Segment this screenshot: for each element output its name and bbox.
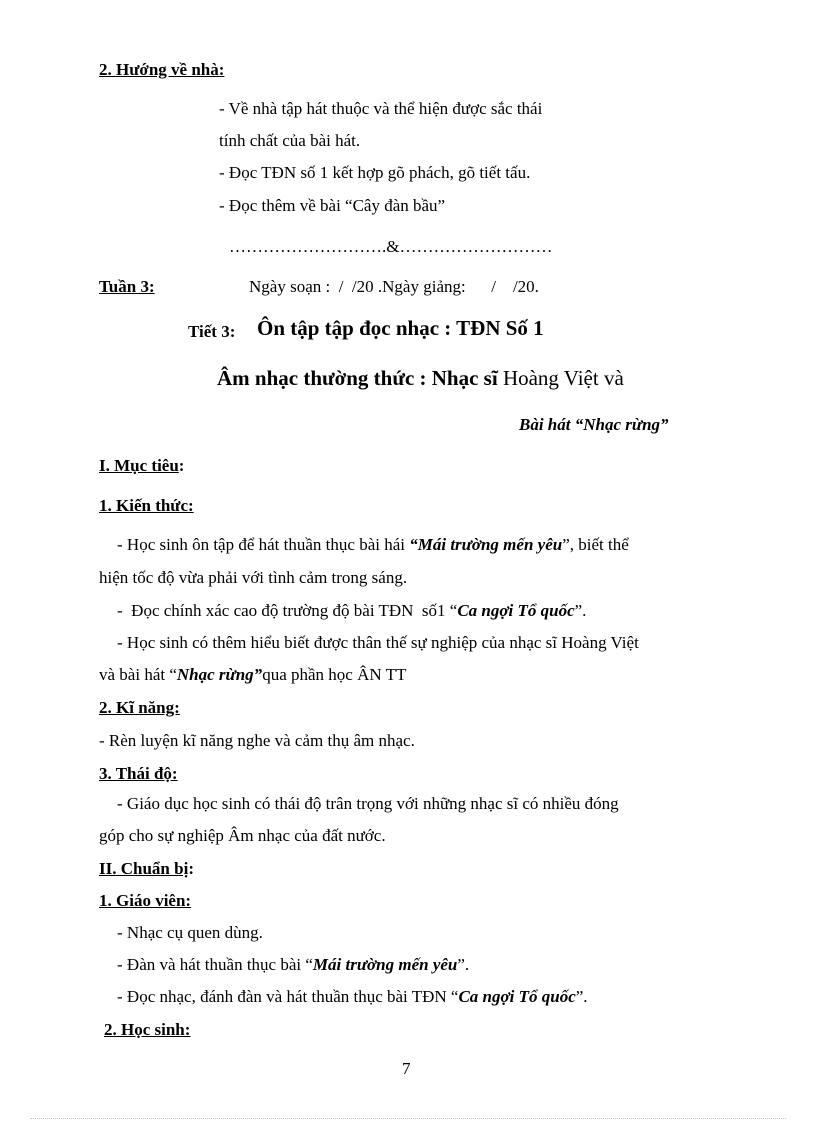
- knowledge-p2-song: Ca ngợi Tổ quốc: [457, 601, 575, 620]
- skills-para-1: - Rèn luyện kĩ năng nghe và cảm thụ âm nhạc.: [99, 731, 415, 750]
- teacher-p3-song: Ca ngợi Tổ quốc: [458, 987, 576, 1006]
- objectives-heading-colon: :: [178, 456, 185, 475]
- preparation-heading-colon: :: [188, 859, 194, 878]
- homework-heading: 2. Hướng về nhà:: [99, 60, 225, 79]
- knowledge-p1-song: “Mái trường mến yêu: [409, 535, 563, 554]
- section-separator: ……………………….&………………………: [229, 237, 553, 256]
- attitude-heading: 3. Thái độ:: [99, 764, 178, 783]
- teacher-p2-song: Mái trường mến yêu: [312, 955, 458, 974]
- teacher-p3-a: - Đọc nhạc, đánh đàn và hát thuần thục bài TĐN “: [117, 987, 459, 1006]
- attitude-para-1: - Giáo dục học sinh có thái độ trân trọng với những nhạc sĩ có nhiều đóng: [117, 794, 619, 813]
- knowledge-para-1-line-2: hiện tốc độ vừa phải với tình cảm trong sáng.: [99, 568, 408, 587]
- knowledge-para-3: - Học sinh có thêm hiểu biết được thân thế sự nghiệp của nhạc sĩ Hoàng Việt: [117, 633, 639, 652]
- knowledge-para-1: [117, 535, 629, 555]
- teacher-item-1: - Nhạc cụ quen dùng.: [117, 923, 263, 942]
- knowledge-p2-b: ”.: [574, 601, 587, 620]
- knowledge-heading: 1. Kiến thức:: [99, 496, 194, 515]
- homework-line-3: - Đọc TĐN số 1 kết hợp gõ phách, gõ tiết tấu.: [219, 163, 531, 182]
- lesson-subtitle: Bài hát “Nhạc rừng”: [519, 415, 669, 434]
- preparation-heading-text: II. Chuẩn bị: [99, 859, 189, 878]
- week-label: Tuần 3:: [99, 277, 155, 296]
- teacher-p3-b: ”.: [575, 987, 588, 1006]
- skills-heading: 2. Kĩ năng:: [99, 698, 180, 717]
- teacher-heading: 1. Giáo viên:: [99, 891, 192, 910]
- knowledge-p3-b: qua phần học ÂN TT: [262, 665, 407, 684]
- knowledge-p3-song: Nhạc rừng”: [176, 665, 263, 684]
- teacher-p2-a: - Đàn và hát thuần thục bài “: [117, 955, 313, 974]
- lesson-topic-plain: Hoàng Việt và: [502, 366, 624, 390]
- homework-line-2: tính chất của bài hát.: [219, 131, 361, 150]
- lesson-topic: [217, 366, 624, 391]
- attitude-para-1-line-2: góp cho sự nghiệp Âm nhạc của đất nước.: [99, 826, 386, 845]
- knowledge-p1-a: - Học sinh ôn tập để hát thuần thục bài hái: [117, 535, 410, 554]
- knowledge-p2-a: - Đọc chính xác cao độ trường độ bài TĐN số1 “: [117, 601, 458, 620]
- knowledge-p3-a: và bài hát “: [99, 665, 177, 684]
- homework-line-1: - Về nhà tập hát thuộc và thể hiện được sắc thái: [219, 99, 543, 118]
- lesson-dates: Ngày soạn : / /20 .Ngày giảng: / /20.: [249, 277, 539, 296]
- teacher-item-2: [117, 955, 469, 975]
- lesson-number: Tiết 3:: [188, 322, 236, 341]
- teacher-item-3: [117, 987, 588, 1007]
- knowledge-para-2: [117, 601, 586, 621]
- objectives-heading-text: I. Mục tiêu: [99, 456, 179, 475]
- lesson-title: Ôn tập tập đọc nhạc : TĐN Số 1: [257, 316, 544, 340]
- lesson-topic-bold: Âm nhạc thường thức : Nhạc sĩ: [217, 366, 503, 390]
- teacher-p2-b: ”.: [457, 955, 470, 974]
- page-number: 7: [402, 1059, 411, 1078]
- student-heading: 2. Học sinh:: [104, 1020, 191, 1039]
- knowledge-para-3-line-2: [99, 665, 406, 685]
- objectives-heading: [99, 456, 184, 476]
- knowledge-p1-b: ”, biết thể: [562, 535, 629, 554]
- page-bottom-border: [30, 1118, 786, 1119]
- homework-line-4: - Đọc thêm về bài “Cây đàn bầu”: [219, 196, 446, 215]
- preparation-heading: [99, 859, 194, 879]
